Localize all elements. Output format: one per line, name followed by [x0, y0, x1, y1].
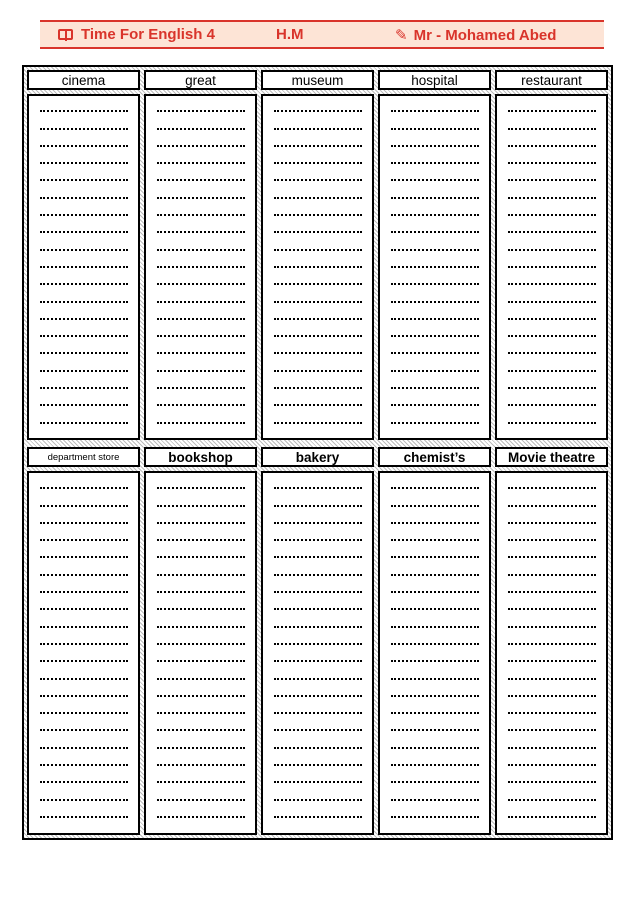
dotted-answer-line [40, 632, 128, 649]
dotted-answer-line [391, 649, 479, 666]
column-department-store [27, 447, 140, 835]
dotted-answer-line [40, 237, 128, 254]
dotted-answer-line [391, 272, 479, 289]
teacher-name: Mr - Mohamed Abed [413, 27, 557, 44]
dotted-answer-line [391, 787, 479, 804]
dotted-answer-line [157, 272, 245, 289]
word-label: great [144, 70, 257, 90]
dotted-answer-line [157, 493, 245, 510]
dotted-answer-line [157, 255, 245, 272]
dotted-answer-line [274, 718, 362, 735]
dotted-answer-line [274, 116, 362, 133]
dotted-answer-line [508, 545, 596, 562]
dotted-answer-line [157, 358, 245, 375]
dotted-answer-line [274, 545, 362, 562]
dotted-answer-line [157, 393, 245, 410]
dotted-answer-line [274, 220, 362, 237]
dotted-answer-line [40, 580, 128, 597]
dotted-answer-line [391, 528, 479, 545]
dotted-answer-line [508, 168, 596, 185]
dotted-answer-line [508, 787, 596, 804]
word-label: museum [261, 70, 374, 90]
dotted-answer-line [40, 753, 128, 770]
dotted-answer-line [391, 614, 479, 631]
dotted-answer-line [40, 99, 128, 116]
dotted-answer-line [508, 410, 596, 427]
dotted-answer-line [157, 753, 245, 770]
dotted-answer-line [391, 545, 479, 562]
dotted-answer-line [40, 493, 128, 510]
dotted-answer-line [40, 684, 128, 701]
dotted-answer-line [274, 666, 362, 683]
book-icon [58, 29, 73, 40]
dotted-answer-line [391, 358, 479, 375]
word-label: Movie theatre [495, 447, 608, 467]
dotted-answer-line [274, 307, 362, 324]
dotted-answer-line [391, 168, 479, 185]
dotted-answer-line [274, 255, 362, 272]
writing-box[interactable] [261, 94, 374, 440]
column-cinema [27, 70, 140, 440]
column-bakery [261, 447, 374, 835]
dotted-answer-line [157, 511, 245, 528]
bottom-row [27, 447, 608, 835]
dotted-answer-line [274, 511, 362, 528]
dotted-answer-line [274, 428, 362, 440]
dotted-answer-line [508, 358, 596, 375]
dotted-answer-line [274, 134, 362, 151]
dotted-answer-line [274, 614, 362, 631]
dotted-answer-line [391, 511, 479, 528]
word-label: cinema [27, 70, 140, 90]
dotted-answer-line [391, 393, 479, 410]
dotted-answer-line [40, 324, 128, 341]
dotted-answer-line [391, 735, 479, 752]
dotted-answer-line [391, 376, 479, 393]
dotted-answer-line [157, 476, 245, 493]
dotted-answer-line [274, 735, 362, 752]
dotted-answer-line [274, 753, 362, 770]
writing-box[interactable] [378, 471, 491, 835]
dotted-answer-line [157, 545, 245, 562]
dotted-answer-line [157, 735, 245, 752]
dotted-answer-line [508, 701, 596, 718]
dotted-answer-line [508, 393, 596, 410]
dotted-answer-line [508, 511, 596, 528]
dotted-answer-line [40, 735, 128, 752]
word-label: department store [27, 447, 140, 467]
dotted-answer-line [40, 393, 128, 410]
dotted-answer-line [157, 185, 245, 202]
dotted-answer-line [274, 787, 362, 804]
dotted-answer-line [157, 134, 245, 151]
writing-box[interactable] [27, 94, 140, 440]
writing-box[interactable] [495, 94, 608, 440]
dotted-answer-line [391, 255, 479, 272]
dotted-answer-line [508, 324, 596, 341]
word-label: restaurant [495, 70, 608, 90]
dotted-answer-line [40, 289, 128, 306]
dotted-answer-line [157, 99, 245, 116]
dotted-answer-line [391, 203, 479, 220]
dotted-answer-line [274, 341, 362, 358]
writing-box[interactable] [27, 471, 140, 835]
dotted-answer-line [40, 116, 128, 133]
dotted-answer-line [157, 649, 245, 666]
dotted-answer-line [40, 255, 128, 272]
dotted-answer-line [508, 718, 596, 735]
dotted-answer-line [157, 684, 245, 701]
dotted-answer-line [274, 324, 362, 341]
column-museum [261, 70, 374, 440]
dotted-answer-line [508, 614, 596, 631]
dotted-answer-line [391, 99, 479, 116]
column-chemists [378, 447, 491, 835]
dotted-answer-line [391, 562, 479, 579]
dotted-answer-line [391, 666, 479, 683]
column-bookshop [144, 447, 257, 835]
column-movie-theatre [495, 447, 608, 835]
dotted-answer-line [391, 684, 479, 701]
dotted-answer-line [40, 649, 128, 666]
dotted-answer-line [508, 307, 596, 324]
book-title-group [58, 26, 215, 43]
dotted-answer-line [40, 168, 128, 185]
dotted-answer-line [508, 753, 596, 770]
dotted-answer-line [40, 307, 128, 324]
dotted-answer-line [274, 168, 362, 185]
dotted-answer-line [391, 324, 479, 341]
dotted-answer-line [40, 358, 128, 375]
dotted-answer-line [157, 203, 245, 220]
dotted-answer-line [40, 614, 128, 631]
dotted-answer-line [391, 701, 479, 718]
dotted-answer-line [391, 493, 479, 510]
dotted-answer-line [40, 151, 128, 168]
dotted-answer-line [508, 185, 596, 202]
word-table [22, 65, 613, 840]
dotted-answer-line [274, 237, 362, 254]
writing-box[interactable] [495, 471, 608, 835]
dotted-answer-line [157, 666, 245, 683]
dotted-answer-line [391, 805, 479, 822]
column-restaurant [495, 70, 608, 440]
writing-box[interactable] [378, 94, 491, 440]
dotted-answer-line [508, 597, 596, 614]
dotted-answer-line [40, 805, 128, 822]
dotted-answer-line [157, 324, 245, 341]
dotted-answer-line [391, 151, 479, 168]
dotted-answer-line [508, 203, 596, 220]
pen-icon: ✎ [395, 27, 408, 44]
dotted-answer-line [157, 701, 245, 718]
dotted-answer-line [157, 805, 245, 822]
dotted-answer-line [157, 597, 245, 614]
dotted-answer-line [391, 341, 479, 358]
column-hospital [378, 70, 491, 440]
dotted-answer-line [391, 185, 479, 202]
dotted-answer-line [40, 410, 128, 427]
dotted-answer-line [508, 220, 596, 237]
dotted-answer-line [40, 134, 128, 151]
dotted-answer-line [274, 476, 362, 493]
dotted-answer-line [40, 787, 128, 804]
dotted-answer-line [508, 649, 596, 666]
dotted-answer-line [274, 185, 362, 202]
dotted-answer-line [157, 168, 245, 185]
dotted-answer-line [508, 580, 596, 597]
dotted-answer-line [40, 666, 128, 683]
dotted-answer-line [508, 289, 596, 306]
dotted-answer-line [508, 134, 596, 151]
dotted-answer-line [274, 597, 362, 614]
dotted-answer-line [508, 476, 596, 493]
dotted-answer-line [391, 307, 479, 324]
dotted-answer-line [40, 203, 128, 220]
dotted-answer-line [391, 718, 479, 735]
dotted-answer-line [157, 220, 245, 237]
dotted-answer-line [391, 822, 479, 835]
word-label: chemist’s [378, 447, 491, 467]
dotted-answer-line [508, 341, 596, 358]
dotted-answer-line [274, 632, 362, 649]
dotted-answer-line [157, 614, 245, 631]
dotted-answer-line [40, 272, 128, 289]
dotted-answer-line [508, 528, 596, 545]
dotted-answer-line [391, 134, 479, 151]
dotted-answer-line [40, 185, 128, 202]
dotted-answer-line [157, 632, 245, 649]
dotted-answer-line [157, 410, 245, 427]
dotted-answer-line [508, 684, 596, 701]
dotted-answer-line [391, 428, 479, 440]
dotted-answer-line [508, 428, 596, 440]
dotted-answer-line [274, 684, 362, 701]
dotted-answer-line [40, 822, 128, 835]
top-row [27, 70, 608, 440]
column-great [144, 70, 257, 440]
dotted-answer-line [40, 701, 128, 718]
dotted-answer-line [508, 562, 596, 579]
dotted-answer-line [157, 428, 245, 440]
dotted-answer-line [274, 289, 362, 306]
writing-box[interactable] [261, 471, 374, 835]
dotted-answer-line [508, 151, 596, 168]
dotted-answer-line [391, 289, 479, 306]
dotted-answer-line [274, 580, 362, 597]
dotted-answer-line [40, 428, 128, 440]
dotted-answer-line [274, 770, 362, 787]
dotted-answer-line [274, 649, 362, 666]
dotted-answer-line [508, 666, 596, 683]
dotted-answer-line [274, 701, 362, 718]
dotted-answer-line [508, 770, 596, 787]
dotted-answer-line [40, 545, 128, 562]
word-label: bakery [261, 447, 374, 467]
dotted-answer-line [391, 753, 479, 770]
dotted-answer-line [157, 307, 245, 324]
dotted-answer-line [157, 718, 245, 735]
dotted-answer-line [40, 511, 128, 528]
dotted-answer-line [508, 822, 596, 835]
dotted-answer-line [274, 272, 362, 289]
dotted-answer-line [391, 597, 479, 614]
dotted-answer-line [40, 341, 128, 358]
dotted-answer-line [157, 528, 245, 545]
dotted-answer-line [274, 393, 362, 410]
writing-box[interactable] [144, 94, 257, 440]
dotted-answer-line [157, 237, 245, 254]
teacher-group [395, 26, 556, 44]
writing-box[interactable] [144, 471, 257, 835]
dotted-answer-line [157, 580, 245, 597]
dotted-answer-line [274, 151, 362, 168]
dotted-answer-line [40, 597, 128, 614]
dotted-answer-line [391, 770, 479, 787]
dotted-answer-line [274, 203, 362, 220]
dotted-answer-line [391, 410, 479, 427]
dotted-answer-line [40, 718, 128, 735]
dotted-answer-line [157, 376, 245, 393]
dotted-answer-line [508, 735, 596, 752]
dotted-answer-line [40, 220, 128, 237]
dotted-answer-line [157, 151, 245, 168]
dotted-answer-line [40, 770, 128, 787]
dotted-answer-line [274, 376, 362, 393]
dotted-answer-line [274, 805, 362, 822]
dotted-answer-line [508, 376, 596, 393]
dotted-answer-line [274, 410, 362, 427]
dotted-answer-line [274, 822, 362, 835]
dotted-answer-line [391, 220, 479, 237]
dotted-answer-line [391, 116, 479, 133]
dotted-answer-line [157, 770, 245, 787]
dotted-answer-line [508, 632, 596, 649]
dotted-answer-line [157, 562, 245, 579]
dotted-answer-line [274, 99, 362, 116]
dotted-answer-line [274, 562, 362, 579]
word-label: bookshop [144, 447, 257, 467]
dotted-answer-line [40, 562, 128, 579]
dotted-answer-line [157, 289, 245, 306]
dotted-answer-line [508, 272, 596, 289]
dotted-answer-line [508, 255, 596, 272]
dotted-answer-line [40, 476, 128, 493]
worksheet-header [40, 20, 604, 49]
dotted-answer-line [391, 580, 479, 597]
dotted-answer-line [508, 493, 596, 510]
book-title: Time For English 4 [81, 26, 215, 43]
dotted-answer-line [157, 787, 245, 804]
dotted-answer-line [274, 493, 362, 510]
dotted-answer-line [508, 805, 596, 822]
subject-code: H.M [276, 26, 304, 43]
dotted-answer-line [274, 528, 362, 545]
dotted-answer-line [508, 116, 596, 133]
dotted-answer-line [157, 822, 245, 835]
dotted-answer-line [391, 632, 479, 649]
dotted-answer-line [508, 99, 596, 116]
dotted-answer-line [40, 376, 128, 393]
dotted-answer-line [157, 341, 245, 358]
dotted-answer-line [274, 358, 362, 375]
dotted-answer-line [157, 116, 245, 133]
word-label: hospital [378, 70, 491, 90]
dotted-answer-line [391, 476, 479, 493]
dotted-answer-line [391, 237, 479, 254]
dotted-answer-line [40, 528, 128, 545]
dotted-answer-line [508, 237, 596, 254]
